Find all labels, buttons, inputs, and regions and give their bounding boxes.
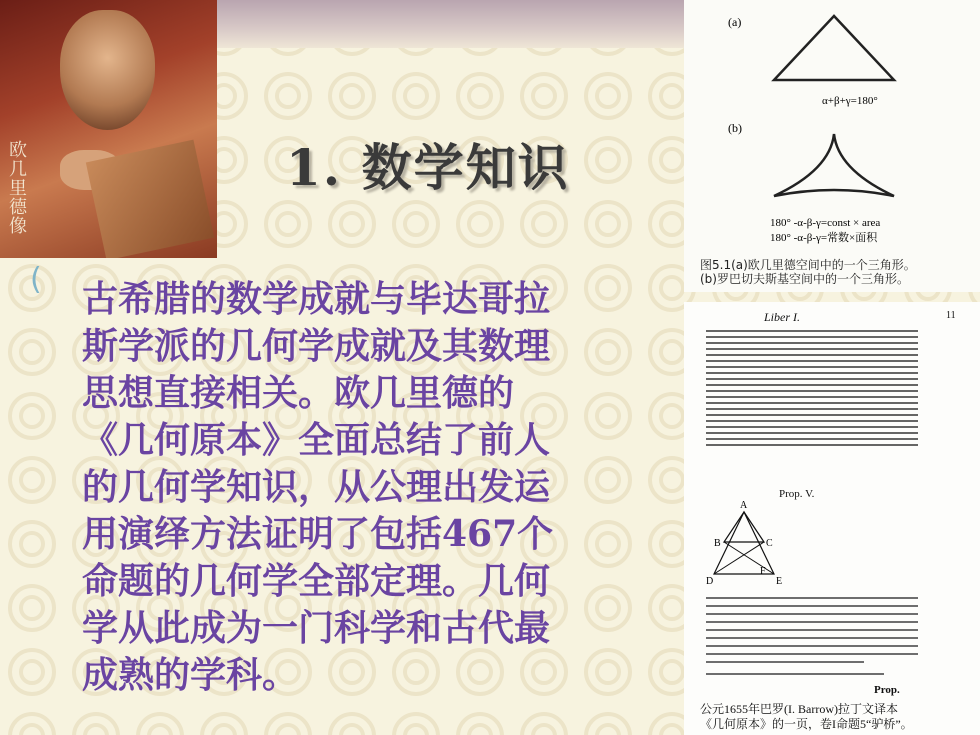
body-line: 《几何原本》全面总结了前人 (82, 419, 551, 461)
triangle-abc (724, 512, 764, 542)
prop-label: Prop. V. (779, 488, 815, 500)
portrait-face (60, 10, 155, 130)
barrow-caption (700, 702, 913, 732)
vertex-e: E (776, 576, 783, 587)
formula-b2: 180° -α-β-γ=常数×面积 (770, 232, 878, 244)
barrow-caption-line: 公元1655年巴罗(I. Barrow)拉丁文译本 (700, 702, 898, 716)
euclidean-triangle (774, 16, 894, 80)
pons-asinorum-diagram (684, 302, 980, 735)
vertex-b: B (714, 538, 721, 549)
end-prop-label: Prop. (874, 684, 900, 696)
triangle-caption (700, 258, 916, 286)
triangle-caption-line: 图5.1(a)欧几里德空间中的一个三角形。 (700, 258, 916, 272)
triangle-figure (684, 0, 980, 292)
body-line: 古希腊的数学成就与毕达哥拉 (82, 278, 551, 320)
page-number: 11 (946, 310, 956, 321)
label-b: (b) (728, 121, 742, 135)
vertex-c: C (766, 538, 773, 549)
top-decorative-band (215, 0, 685, 48)
slide-title: 1. 数学知识 (286, 138, 570, 197)
hyperbolic-triangle (774, 134, 894, 196)
page-header: Liber I. (764, 310, 800, 324)
body-line: 的几何学知识，从公理出发运 (82, 466, 551, 508)
formula-a: α+β+γ=180° (822, 95, 878, 107)
body-line: 学从此成为一门科学和古代最 (82, 607, 551, 649)
triangle-caption-line: (b)罗巴切夫斯基空间中的一个三角形。 (700, 272, 909, 286)
portrait-book (86, 140, 214, 258)
body-line: 成熟的学科。 (82, 654, 299, 696)
euclid-portrait (0, 0, 217, 258)
portrait-caption: 欧几里德像 (6, 140, 27, 235)
label-a: (a) (728, 15, 742, 29)
slide-body (82, 276, 662, 699)
body-line: 命题的几何学全部定理。几何 (82, 560, 551, 602)
vertex-f: F (760, 566, 766, 577)
vertex-a: A (740, 500, 748, 511)
triangle-adf (714, 512, 774, 574)
vertex-d: D (706, 576, 714, 587)
barrow-caption-line: 《几何原本》的一页，卷I命题5“驴桥”。 (700, 717, 913, 731)
triangle-diagrams (684, 0, 980, 292)
bracket-decoration: ( (30, 262, 42, 297)
body-line: 思想直接相关。欧几里德的 (82, 372, 515, 414)
barrow-page-figure (684, 302, 980, 735)
body-line: 斯学派的几何学成就及其数理 (82, 325, 551, 367)
body-line: 用演绎方法证明了包括467个 (82, 513, 554, 555)
formula-b1: 180° -α-β-γ=const × area (770, 217, 881, 229)
